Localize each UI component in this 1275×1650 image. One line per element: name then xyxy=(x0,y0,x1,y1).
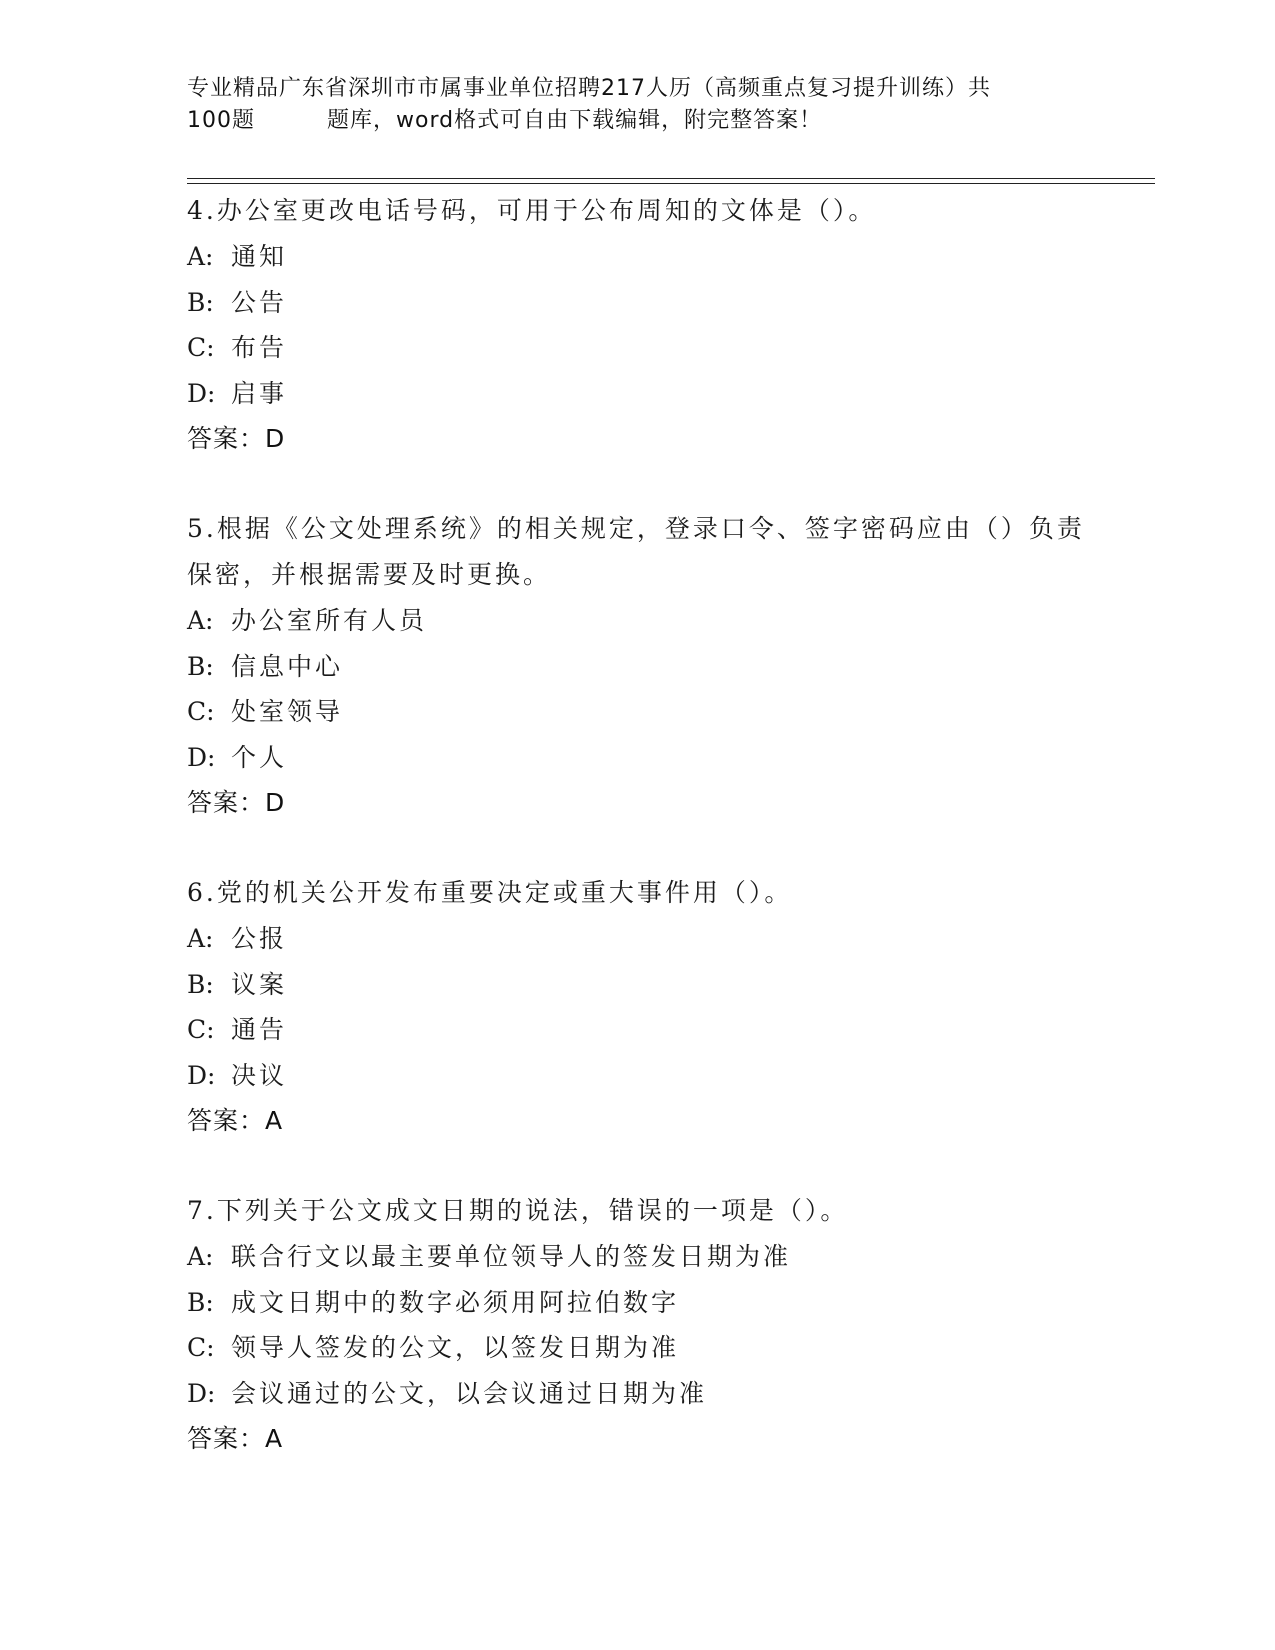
option-text: 公报 xyxy=(231,924,288,953)
option-text: 处室领导 xyxy=(231,697,344,726)
option-key: D: xyxy=(187,378,216,408)
option-c xyxy=(187,325,1087,371)
option-c xyxy=(187,1325,1087,1371)
answer-line: 答案：D xyxy=(187,424,286,453)
header-divider-bottom xyxy=(187,183,1155,184)
answer-line: 答案：A xyxy=(187,1106,284,1135)
question-item xyxy=(187,1188,1087,1462)
option-key: C: xyxy=(187,697,215,726)
header-title-line2 xyxy=(187,105,1087,137)
option-text: 成文日期中的数字必须用阿拉伯数字 xyxy=(231,1287,680,1317)
option-key: B: xyxy=(187,287,214,317)
option-key: C: xyxy=(187,1015,215,1044)
option-c xyxy=(187,689,1087,735)
option-d xyxy=(187,1371,1087,1417)
option-d xyxy=(187,735,1087,781)
option-key: D: xyxy=(187,742,216,772)
answer-line: 答案：A xyxy=(187,1424,284,1453)
option-text: 决议 xyxy=(231,1060,288,1090)
option-b xyxy=(187,1280,1087,1326)
option-key: B: xyxy=(187,969,214,999)
option-b xyxy=(187,644,1087,690)
question-stem: 7.下列关于公文成文日期的说法，错误的一项是（）。 xyxy=(187,1196,849,1225)
question-item xyxy=(187,188,1087,462)
header-description: 题库，word格式可自由下载编辑，附完整答案！ xyxy=(327,108,823,133)
option-a xyxy=(187,598,1087,644)
option-key: D: xyxy=(187,1378,216,1408)
option-text: 公告 xyxy=(231,287,288,317)
header-question-count: 100题 xyxy=(187,108,255,133)
option-key: D: xyxy=(187,1060,216,1090)
option-d xyxy=(187,1053,1087,1099)
question-item xyxy=(187,870,1087,1144)
option-key: A: xyxy=(187,606,214,635)
header-divider-top xyxy=(187,178,1155,179)
question-item xyxy=(187,506,1087,826)
option-key: A: xyxy=(187,924,214,953)
option-a xyxy=(187,916,1087,962)
answer-line: 答案：D xyxy=(187,788,286,817)
option-d xyxy=(187,371,1087,417)
option-a xyxy=(187,234,1087,280)
header-title-line1: 专业精品广东省深圳市市属事业单位招聘217人历（高频重点复习提升训练）共 xyxy=(187,76,991,101)
question-spacer xyxy=(187,826,1087,870)
option-text: 议案 xyxy=(231,969,288,999)
option-text: 个人 xyxy=(231,742,288,772)
option-text: 布告 xyxy=(231,333,288,362)
option-c xyxy=(187,1007,1087,1053)
option-key: B: xyxy=(187,651,214,681)
question-list xyxy=(187,188,1087,1462)
option-text: 通告 xyxy=(231,1015,288,1044)
question-stem: 5.根据《公文处理系统》的相关规定，登录口令、签字密码应由（）负责保密，并根据需要及时更换。 xyxy=(187,514,1085,589)
option-text: 信息中心 xyxy=(231,651,344,681)
option-key: C: xyxy=(187,333,215,362)
option-text: 领导人签发的公文，以签发日期为准 xyxy=(231,1333,680,1362)
option-text: 办公室所有人员 xyxy=(231,606,428,635)
option-text: 会议通过的公文，以会议通过日期为准 xyxy=(231,1378,708,1408)
question-spacer xyxy=(187,1144,1087,1188)
option-key: B: xyxy=(187,1287,214,1317)
option-b xyxy=(187,962,1087,1008)
option-text: 启事 xyxy=(231,378,288,408)
question-stem: 6.党的机关公开发布重要决定或重大事件用（）。 xyxy=(187,878,793,907)
document-header xyxy=(187,73,1087,137)
question-stem: 4.办公室更改电话号码，可用于公布周知的文体是（）。 xyxy=(187,196,877,225)
question-spacer xyxy=(187,462,1087,506)
option-key: A: xyxy=(187,1242,214,1271)
option-text: 联合行文以最主要单位领导人的签发日期为准 xyxy=(231,1242,792,1271)
option-key: C: xyxy=(187,1333,215,1362)
option-text: 通知 xyxy=(231,242,288,271)
option-b xyxy=(187,280,1087,326)
option-key: A: xyxy=(187,242,214,271)
option-a xyxy=(187,1234,1087,1280)
